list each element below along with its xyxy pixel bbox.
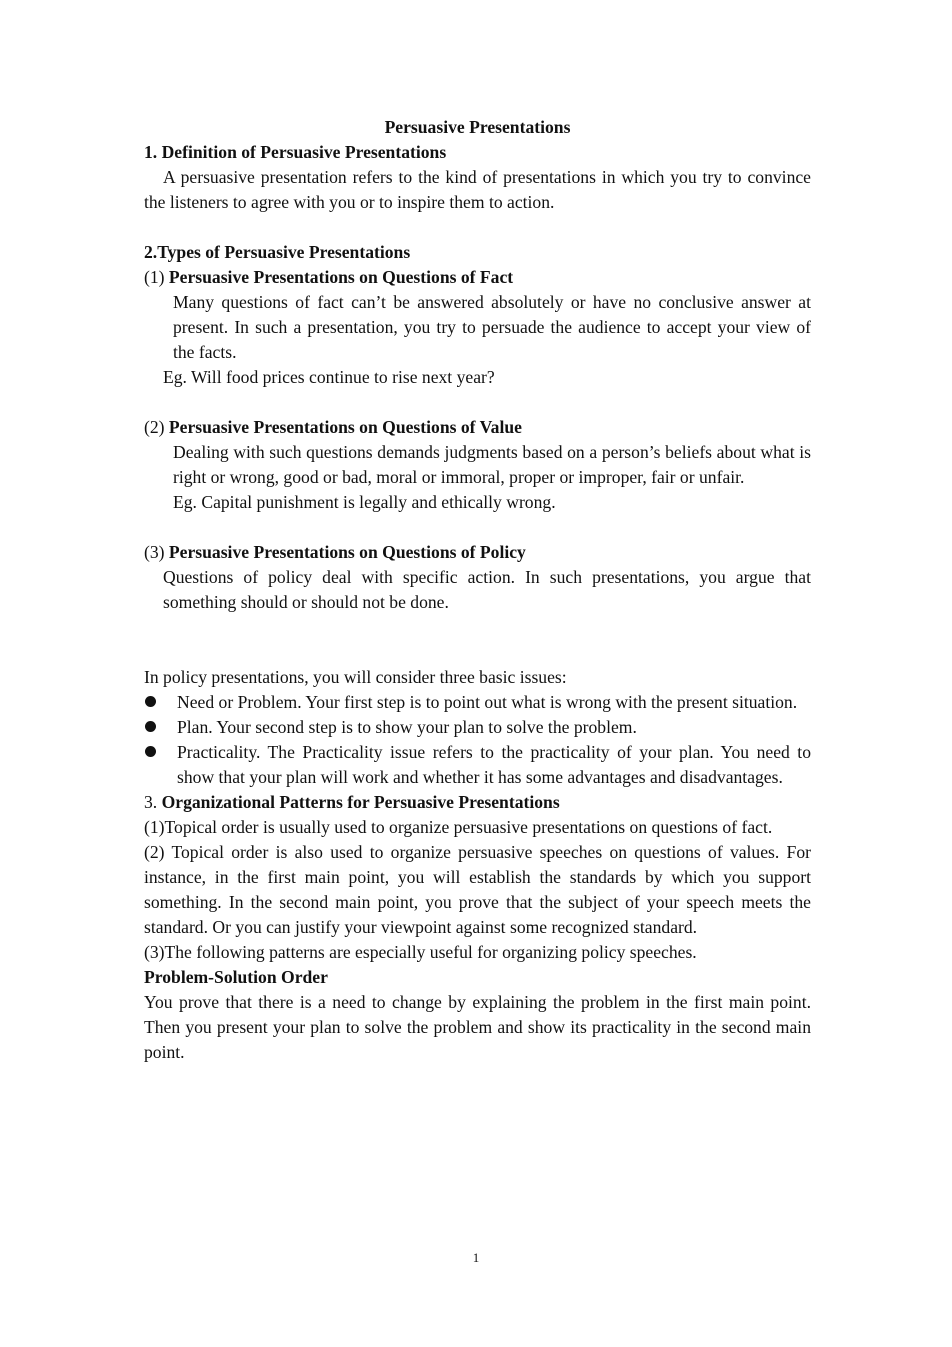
list-item xyxy=(144,690,811,715)
fact-example: Eg. Will food prices continue to rise next year? xyxy=(163,367,495,387)
bullet-text: Plan. Your second step is to show your plan to solve the problem. xyxy=(177,717,637,737)
section-3-number: 3. xyxy=(144,792,162,812)
list-item xyxy=(144,740,811,790)
section-3-paragraph-2: (2) Topical order is also used to organize persuasive speeches on questions of values. For instance, in the first main point, you will establish the standards by which you support something. In the second main point, you prove that the subject of your speech meets the standard. Or you can justify your viewpoint against some recognized standard. xyxy=(144,842,811,937)
section-3-paragraph-1: (1)Topical order is usually used to organize persuasive presentations on questions of fact. xyxy=(144,817,773,837)
document-title: Persuasive Presentations xyxy=(384,117,571,137)
section-1-body: A persuasive presentation refers to the kind of presentations in which you try to convince the listeners to agree with you or to inspire them to action. xyxy=(144,167,811,212)
fact-heading xyxy=(144,265,811,290)
value-body: Dealing with such questions demands judgments based on a person’s beliefs about what is right or wrong, good or bad, moral or immoral, proper or improper, fair or unfair. xyxy=(173,442,811,487)
policy-number: (3) xyxy=(144,542,169,562)
value-heading-text: Persuasive Presentations on Questions of Value xyxy=(168,417,522,437)
list-item xyxy=(144,715,811,740)
section-3-heading-text: Organizational Patterns for Persuasive Presentations xyxy=(161,792,560,812)
fact-number: (1) xyxy=(144,267,169,287)
value-number: (2) xyxy=(144,417,169,437)
problem-solution-body: You prove that there is a need to change by explaining the problem in the first main point. Then you present your plan to solve the problem and show its practicality in the second main point. xyxy=(144,992,811,1062)
section-3-paragraph-3: (3)The following patterns are especially useful for organizing policy speeches. xyxy=(144,942,697,962)
value-heading xyxy=(144,415,811,440)
section-3-heading xyxy=(144,790,811,815)
policy-body: Questions of policy deal with specific action. In such presentations, you argue that something should or should not be done. xyxy=(163,567,811,612)
value-example: Eg. Capital punishment is legally and ethically wrong. xyxy=(173,492,556,512)
fact-body: Many questions of fact can’t be answered absolutely or have no conclusive answer at present. In such a presentation, you try to persuade the audience to accept your view of the facts. xyxy=(173,292,811,362)
section-1-heading: 1. Definition of Persuasive Presentations xyxy=(144,142,447,162)
policy-heading xyxy=(144,540,811,565)
bullet-icon xyxy=(145,696,156,707)
problem-solution-heading: Problem-Solution Order xyxy=(144,967,328,987)
bullet-text: Need or Problem. Your first step is to point out what is wrong with the present situation. xyxy=(177,692,798,712)
issues-intro: In policy presentations, you will consider three basic issues: xyxy=(144,667,567,687)
page-number: 1 xyxy=(472,1250,480,1265)
bullet-text: Practicality. The Practicality issue refers to the practicality of your plan. You need to show that your plan will work and whether it has some advantages and disadvantages. xyxy=(177,742,811,787)
bullet-icon xyxy=(145,721,156,732)
section-2-heading: 2.Types of Persuasive Presentations xyxy=(144,242,411,262)
document-page xyxy=(144,115,811,1065)
fact-heading-text: Persuasive Presentations on Questions of Fact xyxy=(168,267,514,287)
bullet-icon xyxy=(145,746,156,757)
policy-heading-text: Persuasive Presentations on Questions of Policy xyxy=(168,542,526,562)
